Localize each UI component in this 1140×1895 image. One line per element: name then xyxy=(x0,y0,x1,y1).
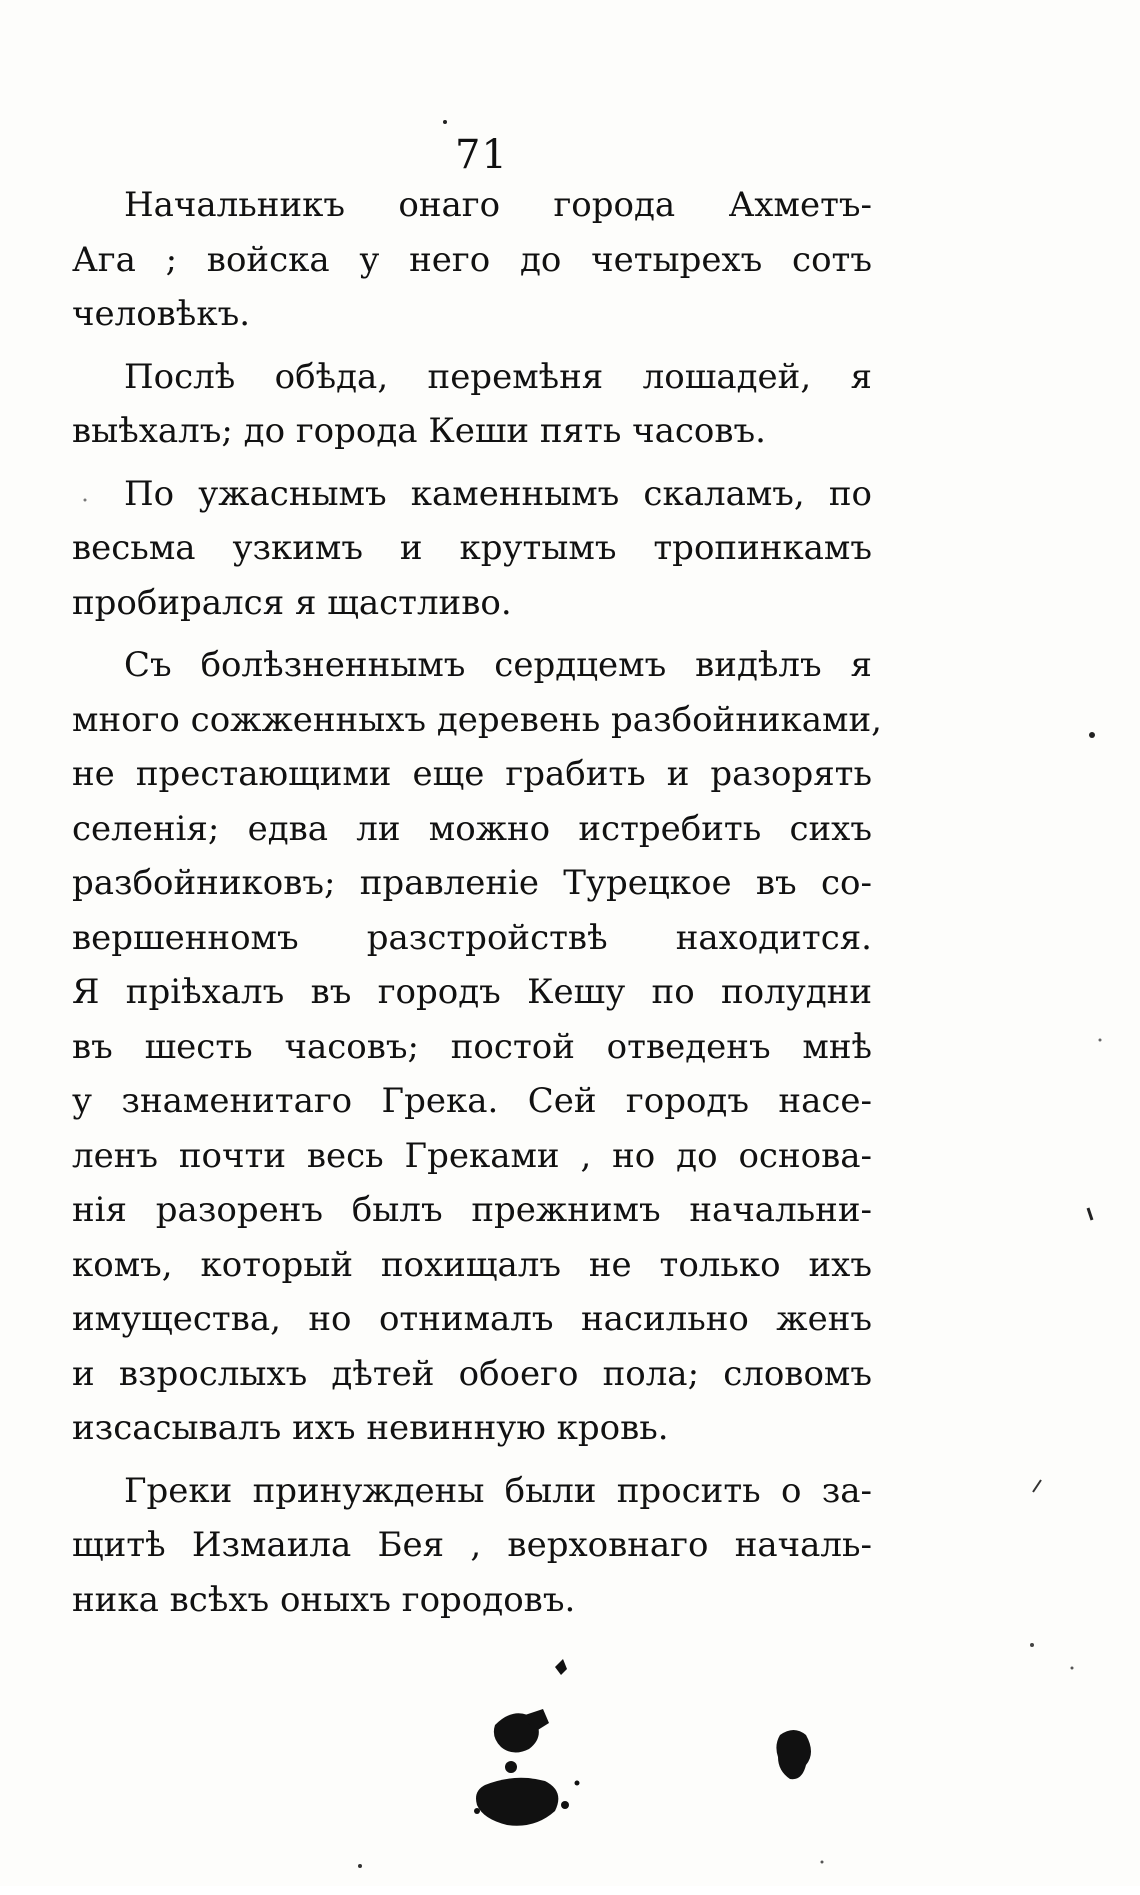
text-line: Съ болѣзненнымъ сердцемъ видѣлъ я xyxy=(124,645,872,685)
paragraph-5 xyxy=(72,1464,872,1628)
text-line: имущества, но отнималъ насильно женъ xyxy=(72,1299,872,1339)
text-line: Ага ; войска у него до четырехъ сотъ xyxy=(72,239,872,280)
text-line: ника всѣхъ оныхъ городовъ. xyxy=(72,1579,576,1620)
paragraph-4 xyxy=(72,638,882,1456)
paragraph-2 xyxy=(72,350,872,459)
text-line: Начальникъ онаго города Ахметъ- xyxy=(124,185,872,225)
text-line: пробирался я щастливо. xyxy=(72,582,512,623)
ink-blot-ornament xyxy=(455,1655,615,1895)
text-line: По ужаснымъ каменнымъ скаламъ, по xyxy=(124,473,872,514)
text-line: селенія; едва ли можно истребить сихъ xyxy=(72,808,872,849)
paragraph-1 xyxy=(72,178,872,342)
text-line: Греки принуждены были просить о за- xyxy=(124,1470,872,1511)
text-line: человѣкъ. xyxy=(72,294,251,334)
text-line: весьма узкимъ и крутымъ тропинкамъ xyxy=(72,528,872,568)
text-line: вершенномъ разстройствѣ находится. xyxy=(72,917,872,958)
text-line: комъ, который похищалъ не только ихъ xyxy=(72,1244,872,1285)
text-line: много сожженныхъ деревень разбойниками, xyxy=(72,699,882,740)
text-line: Послѣ обѣда, перемѣня лошадей, я xyxy=(124,356,872,397)
paragraph-3 xyxy=(72,467,872,631)
text-line: щитѣ Измаила Бея , верховнаго началь- xyxy=(72,1525,872,1565)
text-line: въ шесть часовъ; постой отведенъ мнѣ xyxy=(72,1026,872,1067)
text-line: разбойниковъ; правленіе Турецкое въ со- xyxy=(72,863,872,903)
text-line: Я пріѣхалъ въ городъ Кешу по полудни xyxy=(72,972,872,1012)
text-line: выѣхалъ; до города Кеши пять часовъ. xyxy=(72,411,766,451)
body-text xyxy=(72,178,882,1635)
page-number: 71 xyxy=(455,132,508,178)
text-line: ленъ почти весь Греками , но до основа- xyxy=(72,1135,872,1176)
text-line: и взрослыхъ дѣтей обоего пола; словомъ xyxy=(72,1353,872,1394)
text-line: не престающими еще грабить и разорять xyxy=(72,754,872,794)
text-line: изсасывалъ ихъ невинную кровь. xyxy=(72,1408,669,1448)
text-line: у знаменитаго Грека. Сей городъ насе- xyxy=(72,1081,872,1121)
text-line: нія разоренъ былъ прежнимъ начальни- xyxy=(72,1190,872,1230)
